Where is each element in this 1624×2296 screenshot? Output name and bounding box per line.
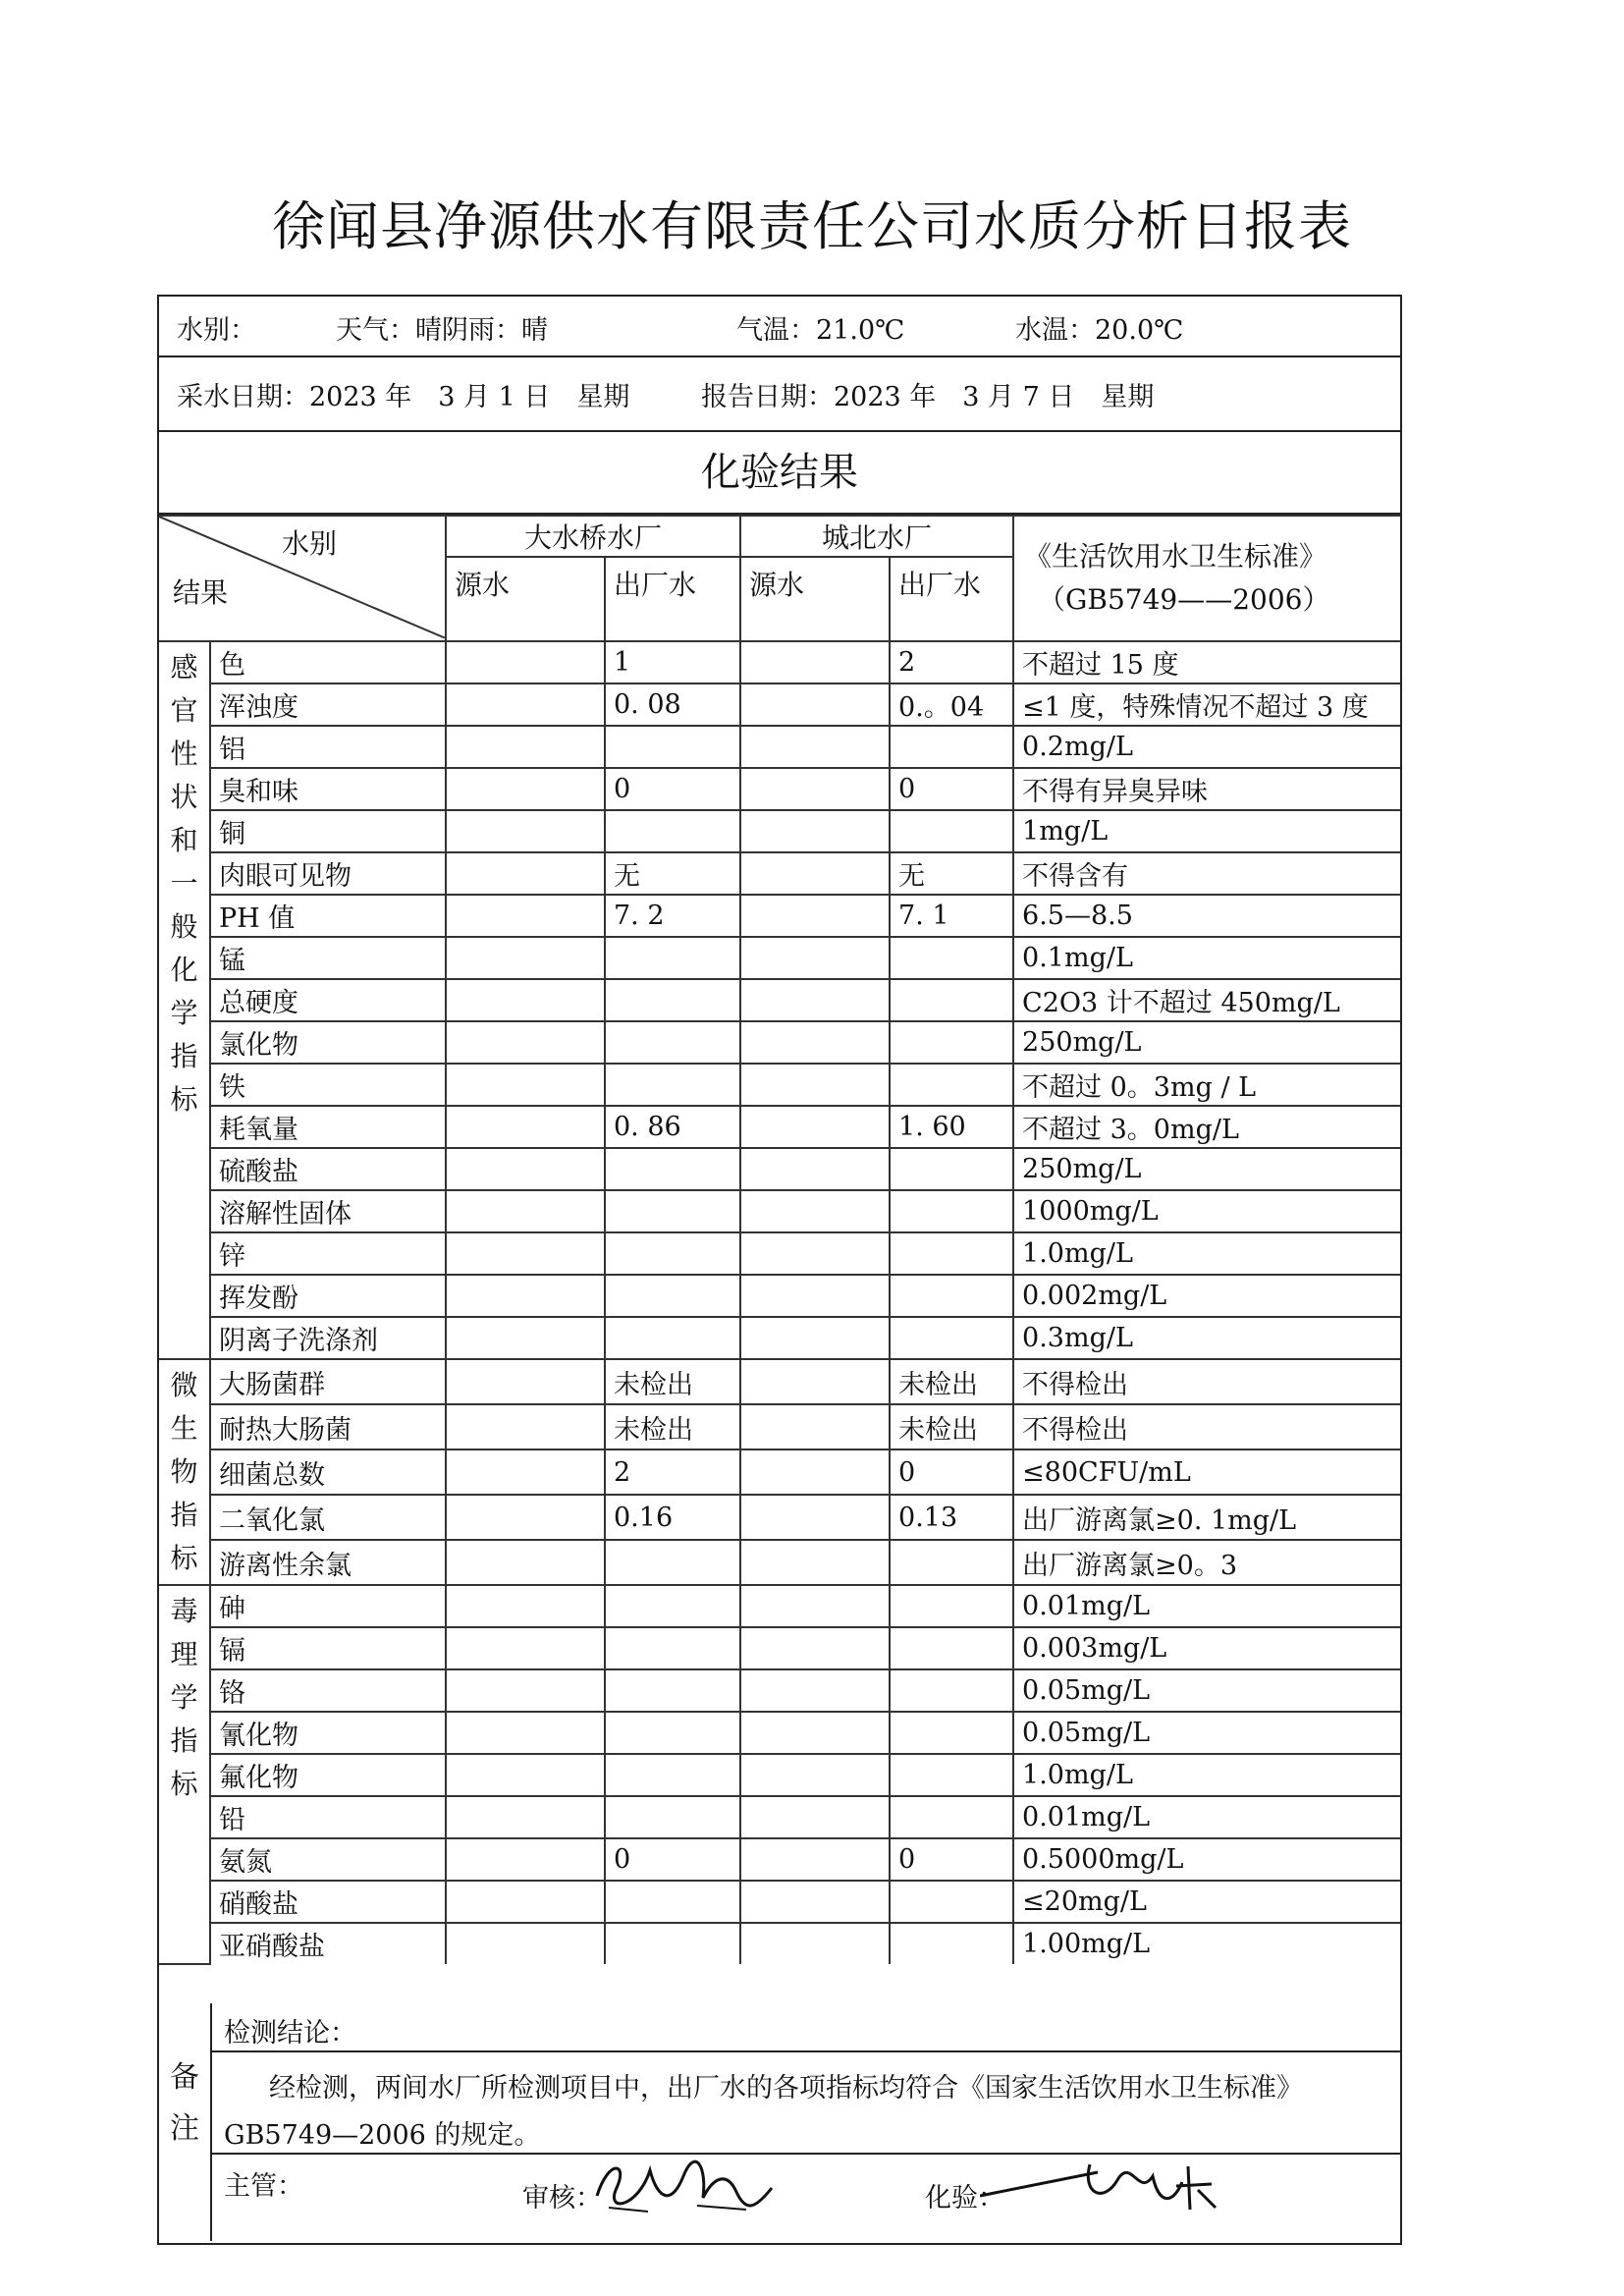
plant2-outlet: 0 xyxy=(890,1838,1013,1881)
plant1-outlet xyxy=(605,937,740,979)
plant2-source xyxy=(740,1359,890,1404)
plant1-outlet: 2 xyxy=(605,1449,740,1495)
item-name: 细菌总数 xyxy=(210,1449,446,1495)
plant2-outlet xyxy=(890,1796,1013,1838)
category-char: 指 xyxy=(170,1499,198,1531)
item-name: 砷 xyxy=(210,1585,446,1627)
item-name: 阴离子洗涤剂 xyxy=(210,1317,446,1359)
plant1-source xyxy=(446,1495,605,1540)
weather-row xyxy=(159,295,1400,357)
plant1-source xyxy=(446,1449,605,1495)
standard-value: 出厂游离氯≥0。3 xyxy=(1013,1540,1400,1585)
plant1-source xyxy=(446,726,605,768)
table-row xyxy=(159,852,1400,895)
category-cell xyxy=(159,1359,210,1585)
plant2-outlet xyxy=(890,1712,1013,1754)
standard-value: 0.01mg/L xyxy=(1013,1585,1400,1627)
plant2-source xyxy=(740,726,890,768)
reviewer-label: 审核： xyxy=(522,2183,602,2214)
category-char: 标 xyxy=(170,1768,198,1800)
plant1-source xyxy=(446,1585,605,1627)
item-name: 铁 xyxy=(210,1064,446,1106)
standard-value: 不得检出 xyxy=(1013,1404,1400,1449)
plant1-outlet xyxy=(605,1275,740,1317)
plant2-source xyxy=(740,1190,890,1232)
remarks-char: 备 xyxy=(170,2060,199,2095)
plant2-source xyxy=(740,1838,890,1881)
standard-value: 0.002mg/L xyxy=(1013,1275,1400,1317)
item-name: 铝 xyxy=(210,726,446,768)
plant2-outlet xyxy=(890,1923,1013,1964)
plant2-source xyxy=(740,1148,890,1190)
standard-value: 不得含有 xyxy=(1013,852,1400,895)
plant2-source xyxy=(740,768,890,810)
plant2-source xyxy=(740,852,890,895)
category-char: 一 xyxy=(170,867,198,900)
item-name: 铜 xyxy=(210,810,446,852)
standard-value: 不超过 15 度 xyxy=(1013,641,1400,683)
plant2-outlet: 0 xyxy=(890,768,1013,810)
table-row xyxy=(159,1275,1400,1317)
table-row xyxy=(159,1148,1400,1190)
category-char: 微 xyxy=(170,1369,198,1401)
plant2-outlet-header: 出厂水 xyxy=(890,557,1013,641)
plant1-outlet: 0 xyxy=(605,768,740,810)
table-row xyxy=(159,895,1400,937)
plant1-source xyxy=(446,1627,605,1669)
plant1-outlet xyxy=(605,1627,740,1669)
plant2-source xyxy=(740,1881,890,1923)
water-type-label: 水别： xyxy=(177,315,256,346)
item-name: 浑浊度 xyxy=(210,683,446,726)
diagonal-header-cell xyxy=(159,516,446,641)
table-row xyxy=(159,1838,1400,1881)
standard-value: ≤20mg/L xyxy=(1013,1881,1400,1923)
plant2-outlet xyxy=(890,937,1013,979)
standard-line2: （GB5749——2006） xyxy=(1038,583,1330,616)
air-temp-field: 气温：21.0℃ xyxy=(736,315,905,346)
plant1-outlet: 无 xyxy=(605,852,740,895)
plant2-outlet xyxy=(890,979,1013,1021)
plant1-source xyxy=(446,1712,605,1754)
plant2-outlet xyxy=(890,1585,1013,1627)
report-date-field: 报告日期：2023 年 3 月 7 日 星期 xyxy=(701,382,1155,412)
item-name: 硫酸盐 xyxy=(210,1148,446,1190)
plant1-outlet xyxy=(605,1796,740,1838)
plant2-outlet xyxy=(890,1754,1013,1796)
plant2-outlet xyxy=(890,810,1013,852)
standard-value: 1000mg/L xyxy=(1013,1190,1400,1232)
standard-value: 0.05mg/L xyxy=(1013,1669,1400,1712)
plant1-source xyxy=(446,937,605,979)
standard-value: ≤80CFU/mL xyxy=(1013,1449,1400,1495)
category-char: 物 xyxy=(170,1455,198,1488)
plant1-source xyxy=(446,768,605,810)
plant1-outlet xyxy=(605,1232,740,1275)
plant1-outlet xyxy=(605,1190,740,1232)
item-name: 挥发酚 xyxy=(210,1275,446,1317)
plant1-outlet xyxy=(605,810,740,852)
plant1-source xyxy=(446,1838,605,1881)
category-char: 理 xyxy=(170,1638,198,1670)
plant1-outlet xyxy=(605,1669,740,1712)
category-char: 感 xyxy=(170,651,198,683)
plant1-source xyxy=(446,852,605,895)
plant2-source xyxy=(740,979,890,1021)
plant2-outlet: 未检出 xyxy=(890,1404,1013,1449)
category-char: 标 xyxy=(170,1542,198,1574)
item-name: 游离性余氯 xyxy=(210,1540,446,1585)
plant1-source xyxy=(446,1021,605,1064)
plant2-source xyxy=(740,1540,890,1585)
plant1-outlet xyxy=(605,979,740,1021)
item-name: 亚硝酸盐 xyxy=(210,1923,446,1964)
item-name: 总硬度 xyxy=(210,979,446,1021)
item-name: 锰 xyxy=(210,937,446,979)
item-name: 肉眼可见物 xyxy=(210,852,446,895)
plant1-source-header: 源水 xyxy=(446,557,605,641)
item-name: PH 值 xyxy=(210,895,446,937)
item-name: 溶解性固体 xyxy=(210,1190,446,1232)
plant2-source xyxy=(740,1669,890,1712)
category-char: 性 xyxy=(170,738,198,770)
plant2-source xyxy=(740,683,890,726)
plant1-source xyxy=(446,1923,605,1964)
diag-top-label: 水别 xyxy=(281,527,337,560)
item-name: 耐热大肠菌 xyxy=(210,1404,446,1449)
reviewer-signature xyxy=(589,2149,785,2223)
plant2-source-header: 源水 xyxy=(740,557,890,641)
table-row xyxy=(159,1106,1400,1148)
plant1-outlet: 0.16 xyxy=(605,1495,740,1540)
plant2-source xyxy=(740,937,890,979)
date-row xyxy=(159,355,1400,432)
standard-value: 0.3mg/L xyxy=(1013,1317,1400,1359)
item-name: 耗氧量 xyxy=(210,1106,446,1148)
plant2-header: 城北水厂 xyxy=(740,516,1013,557)
category-char: 化 xyxy=(170,954,198,986)
table-row xyxy=(159,1923,1400,1964)
table-row xyxy=(159,1627,1400,1669)
table-row xyxy=(159,768,1400,810)
plant1-source xyxy=(446,1359,605,1404)
plant1-outlet xyxy=(605,1585,740,1627)
table-row xyxy=(159,1585,1400,1627)
plant1-source xyxy=(446,1754,605,1796)
report-sheet xyxy=(157,295,1402,2245)
category-char: 生 xyxy=(170,1412,198,1445)
plant2-outlet: 0.。04 xyxy=(890,683,1013,726)
standard-value: 出厂游离氯≥0. 1mg/L xyxy=(1013,1495,1400,1540)
table-row xyxy=(159,1669,1400,1712)
item-name: 铅 xyxy=(210,1796,446,1838)
category-char: 官 xyxy=(170,694,198,727)
plant1-outlet xyxy=(605,1712,740,1754)
plant2-source xyxy=(740,641,890,683)
plant2-outlet: 未检出 xyxy=(890,1359,1013,1404)
category-char: 指 xyxy=(170,1040,198,1072)
standard-line1: 《生活饮用水卫生标准》 xyxy=(1024,540,1327,573)
plant2-source xyxy=(740,1449,890,1495)
standard-value: 1mg/L xyxy=(1013,810,1400,852)
plant1-source xyxy=(446,1064,605,1106)
plant2-outlet xyxy=(890,1317,1013,1359)
standard-value: 不得检出 xyxy=(1013,1359,1400,1404)
category-char: 般 xyxy=(170,910,198,943)
plant1-outlet xyxy=(605,1148,740,1190)
standard-header xyxy=(1013,516,1400,641)
plant2-outlet xyxy=(890,1064,1013,1106)
plant2-outlet: 2 xyxy=(890,641,1013,683)
standard-value: 250mg/L xyxy=(1013,1021,1400,1064)
conclusion-line1: 经检测，两间水厂所检测项目中，出厂水的各项指标均符合《国家生活饮用水卫生标准》 xyxy=(269,2073,1303,2104)
plant1-outlet xyxy=(605,1317,740,1359)
table-row xyxy=(159,726,1400,768)
plant2-outlet xyxy=(890,726,1013,768)
standard-value: 0.05mg/L xyxy=(1013,1712,1400,1754)
category-cell xyxy=(159,641,210,1359)
plant2-source xyxy=(740,1796,890,1838)
results-table xyxy=(159,515,1400,1965)
table-row xyxy=(159,1712,1400,1754)
weather-field: 天气：晴阴雨：晴 xyxy=(336,315,548,346)
standard-value: 不超过 3。0mg/L xyxy=(1013,1106,1400,1148)
category-char: 指 xyxy=(170,1724,198,1757)
plant1-source xyxy=(446,1796,605,1838)
plant1-outlet: 0. 86 xyxy=(605,1106,740,1148)
item-name: 臭和味 xyxy=(210,768,446,810)
remarks-char: 注 xyxy=(170,2111,199,2146)
plant2-source xyxy=(740,1404,890,1449)
plant1-outlet xyxy=(605,1021,740,1064)
table-row xyxy=(159,1449,1400,1495)
plant1-outlet: 未检出 xyxy=(605,1359,740,1404)
remarks-divider xyxy=(210,2050,1400,2052)
plant1-outlet xyxy=(605,726,740,768)
category-cell xyxy=(159,1585,210,1964)
item-name: 氰化物 xyxy=(210,1712,446,1754)
plant2-source xyxy=(740,1923,890,1964)
plant2-outlet: 0.13 xyxy=(890,1495,1013,1540)
plant2-source xyxy=(740,1232,890,1275)
table-row xyxy=(159,1190,1400,1232)
sample-date-field: 采水日期：2023 年 3 月 1 日 星期 xyxy=(177,382,630,412)
conclusion-label: 检测结论： xyxy=(224,2018,356,2049)
item-name: 氨氮 xyxy=(210,1838,446,1881)
item-name: 硝酸盐 xyxy=(210,1881,446,1923)
plant1-header: 大水桥水厂 xyxy=(446,516,740,557)
plant2-outlet: 7. 1 xyxy=(890,895,1013,937)
item-name: 色 xyxy=(210,641,446,683)
standard-value: 250mg/L xyxy=(1013,1148,1400,1190)
plant2-source xyxy=(740,1754,890,1796)
table-row xyxy=(159,1232,1400,1275)
plant1-source xyxy=(446,1190,605,1232)
diag-bottom-label: 结果 xyxy=(173,576,229,609)
plant1-source xyxy=(446,1669,605,1712)
report-title: 徐闻县净源供水有限责任公司水质分析日报表 xyxy=(272,195,1352,257)
item-name: 大肠菌群 xyxy=(210,1359,446,1404)
tester-label: 化验： xyxy=(925,2183,1004,2214)
standard-value: 1.0mg/L xyxy=(1013,1754,1400,1796)
plant2-outlet: 无 xyxy=(890,852,1013,895)
standard-value: 不得有异臭异味 xyxy=(1013,768,1400,810)
plant2-source xyxy=(740,1712,890,1754)
category-char: 学 xyxy=(170,997,198,1029)
table-row xyxy=(159,979,1400,1021)
plant2-source xyxy=(740,1106,890,1148)
plant2-outlet xyxy=(890,1627,1013,1669)
plant1-outlet: 7. 2 xyxy=(605,895,740,937)
plant2-outlet: 0 xyxy=(890,1449,1013,1495)
item-name: 氯化物 xyxy=(210,1021,446,1064)
plant2-outlet xyxy=(890,1021,1013,1064)
plant1-outlet xyxy=(605,1064,740,1106)
plant1-outlet: 0. 08 xyxy=(605,683,740,726)
standard-value: 0.01mg/L xyxy=(1013,1796,1400,1838)
table-row xyxy=(159,683,1400,726)
table-row xyxy=(159,1317,1400,1359)
results-title: 化验结果 xyxy=(159,432,1400,515)
table-row xyxy=(159,1495,1400,1540)
plant2-source xyxy=(740,1021,890,1064)
conclusion-line2: GB5749—2006 的规定。 xyxy=(224,2120,541,2151)
plant2-source xyxy=(740,895,890,937)
plant1-outlet: 0 xyxy=(605,1838,740,1881)
category-char: 标 xyxy=(170,1083,198,1116)
plant1-source xyxy=(446,979,605,1021)
plant2-source xyxy=(740,1275,890,1317)
plant1-outlet xyxy=(605,1754,740,1796)
standard-value: 6.5—8.5 xyxy=(1013,895,1400,937)
category-char: 学 xyxy=(170,1681,198,1714)
table-row xyxy=(159,810,1400,852)
plant2-outlet xyxy=(890,1232,1013,1275)
standard-value: ≤1 度，特殊情况不超过 3 度 xyxy=(1013,683,1400,726)
plant1-source xyxy=(446,683,605,726)
standard-value: 1.00mg/L xyxy=(1013,1923,1400,1964)
standard-value: 1.0mg/L xyxy=(1013,1232,1400,1275)
plant1-source xyxy=(446,810,605,852)
plant2-source xyxy=(740,1585,890,1627)
plant1-source xyxy=(446,1275,605,1317)
plant2-source xyxy=(740,1495,890,1540)
plant2-source xyxy=(740,1627,890,1669)
standard-value: 0.2mg/L xyxy=(1013,726,1400,768)
plant2-outlet: 1. 60 xyxy=(890,1106,1013,1148)
plant2-outlet xyxy=(890,1881,1013,1923)
item-name: 二氧化氯 xyxy=(210,1495,446,1540)
plant1-source xyxy=(446,1106,605,1148)
water-temp-field: 水温：20.0℃ xyxy=(1015,315,1184,346)
category-char: 毒 xyxy=(170,1595,198,1627)
table-row xyxy=(159,1021,1400,1064)
standard-value: 0.003mg/L xyxy=(1013,1627,1400,1669)
plant1-source xyxy=(446,1881,605,1923)
table-row xyxy=(159,1359,1400,1404)
plant1-source xyxy=(446,1317,605,1359)
plant2-outlet xyxy=(890,1669,1013,1712)
plant1-outlet: 未检出 xyxy=(605,1404,740,1449)
plant1-source xyxy=(446,1232,605,1275)
remarks-label xyxy=(159,2003,212,2241)
category-char: 和 xyxy=(170,824,198,856)
plant1-source xyxy=(446,1404,605,1449)
standard-value: 不超过 0。3mg / L xyxy=(1013,1064,1400,1106)
item-name: 镉 xyxy=(210,1627,446,1669)
item-name: 铬 xyxy=(210,1669,446,1712)
plant2-outlet xyxy=(890,1275,1013,1317)
plant1-outlet-header: 出厂水 xyxy=(605,557,740,641)
plant2-source xyxy=(740,1317,890,1359)
table-row xyxy=(159,1404,1400,1449)
plant2-outlet xyxy=(890,1148,1013,1190)
supervisor-label: 主管： xyxy=(224,2171,303,2202)
item-name: 氟化物 xyxy=(210,1754,446,1796)
table-row xyxy=(159,641,1400,683)
header-row-1 xyxy=(159,516,1400,557)
standard-value: 0.5000mg/L xyxy=(1013,1838,1400,1881)
plant1-source xyxy=(446,895,605,937)
table-row xyxy=(159,1881,1400,1923)
plant1-source xyxy=(446,1540,605,1585)
category-char: 状 xyxy=(170,781,198,813)
plant2-outlet xyxy=(890,1540,1013,1585)
table-row xyxy=(159,1064,1400,1106)
remarks-section xyxy=(159,2003,1400,2241)
standard-value: 0.1mg/L xyxy=(1013,937,1400,979)
plant1-outlet xyxy=(605,1881,740,1923)
plant1-outlet xyxy=(605,1540,740,1585)
standard-value: C2O3 计不超过 450mg/L xyxy=(1013,979,1400,1021)
table-row xyxy=(159,1540,1400,1585)
plant1-outlet: 1 xyxy=(605,641,740,683)
plant1-source xyxy=(446,641,605,683)
item-name: 锌 xyxy=(210,1232,446,1275)
table-row xyxy=(159,1796,1400,1838)
plant1-source xyxy=(446,1148,605,1190)
plant2-outlet xyxy=(890,1190,1013,1232)
table-row xyxy=(159,937,1400,979)
plant1-outlet xyxy=(605,1923,740,1964)
plant2-source xyxy=(740,810,890,852)
table-row xyxy=(159,1754,1400,1796)
plant2-source xyxy=(740,1064,890,1106)
tester-signature xyxy=(980,2147,1235,2225)
